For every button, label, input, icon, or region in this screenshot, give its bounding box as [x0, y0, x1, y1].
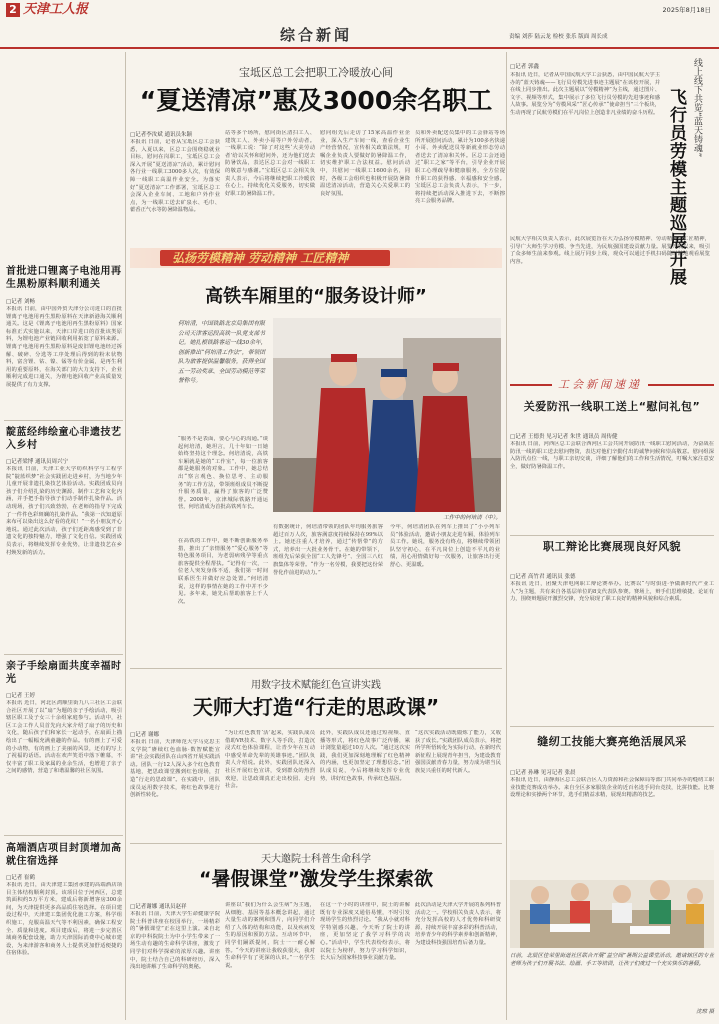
section-rule	[4, 835, 123, 836]
issue-date: 2025年8月18日	[662, 6, 711, 14]
bottom-body-col1: 本报讯 日前，天津大学生命健康学院院士科普讲座在校园举行，一场精彩的“暑假课堂”正在这里上演。来自北京的中科院院士为中小学生带来了一场生动有趣的生命科学讲座，激发了同学们对科学探索的浓厚兴趣。讲座中，院士结合自己的科研经历，深入浅出地讲解了生命科学的奥秘。	[130, 911, 220, 971]
banner-text: 弘扬劳模精神 劳动精神 工匠精神	[172, 251, 349, 265]
train-interior-photo	[273, 318, 501, 512]
lead-body-col4: 员和外卖配送员集中的工会驿站等场所开展慰问活动，累计为100多名快递小哥、外卖配送员等新就业形态劳动者送去了清凉和关怀。区总工会还通过“职工之家”等平台，引导企业开展职工心理疏导和健康服务，全方位提升职工的获得感、幸福感和安全感。宝坻区总工会负责人表示，下一步，将持续把活动深入推进下去，不断擦亮工会服务品牌。	[415, 130, 505, 205]
lead-body-col1: 本报讯 日前，记者从宝坻区总工会获悉，入夏以来，区总工会围绕稳就业目标，慰问在岗职工，宝坻区总工会深入开展“夏送清凉”活动，累计慰问各行业一线职工3000多人次，有效保障一线职工高温作业安全。为落实好“夏送清凉”工作部署，宝坻区总工会深入企业车间、工地和户外作业点，为一线职工送去矿泉水、毛巾、藿香正气水等防暑降温物品。	[130, 139, 220, 214]
article-byline: □记者 王婷	[6, 693, 35, 699]
article-headline: 高端酒店项目封顶增加高就住宿选择	[6, 843, 122, 867]
section-rule	[130, 843, 502, 844]
section-rule	[4, 420, 123, 421]
lead-kicker: 宝坻区总工会把职工冷暖放心间	[239, 66, 393, 79]
masthead-rule	[0, 47, 719, 49]
mid-body-col3: 此外，实践队成员还通过短视频、直播等形式，将红色故事广泛传播，累计浏览量超过10万人次。“通过这次实践，我们更加深刻地理解了红色精神的内涵，也更加坚定了理想信念。”团队成员说，今后将继续发挥专业优势，讲好红色故事，传承红色基因。	[320, 730, 410, 782]
masthead	[0, 0, 719, 24]
article-body: 本报讯 近日，河北区鸿顺里街九八三社区工会联合社区开展了以“扇”为题的亲子手绘活动，吸引辖区职工及子女三十余组家庭参与。活动中，社区工会工作人员首先向大家介绍了扇子的历史和文化，随后孩子们和家长一起动手，在扇面上描绘出了一幅幅充满童趣的作品。有的画上了可爱的小动物，有的画上了美丽的风景，还有的写上了祝福的话语。活动在欢声笑语中落下帷幕，不仅丰富了职工及家属的业余生活，也增进了亲子之间的感情，营造了和谐温馨的社区氛围。	[6, 700, 122, 775]
right-body: 本报讯 近日，记者从中国民航大学工会获悉，由中国民航大学主办的“蓝天铸魂——飞行员劳模先进事迹主题展”在该校开展，并在线上同步推出。此次主题展以“劳模精神”为主线，通过图片、文字、视频等形式，集中展示了多位飞行员劳模的先进事迹和感人故事。展览分为“劳模风采”“匠心传承”“使命担当”三个板块，生动再现了民航劳模们在平凡岗位上创造非凡业绩的奋斗历程。	[510, 72, 660, 116]
lead-byline: □记者李汝斌 通讯员朱颖	[130, 132, 192, 138]
feature-photo	[273, 318, 501, 512]
bottom-body-col4: 此次活动是天津大学开展的系列科普活动之一。学校相关负责人表示，将充分发挥高校的人才优势和科研资源，持续开展丰富多彩的科普活动，培养青少年的科学素养和创新精神，为建设科技强国培育后备力量。	[415, 902, 501, 946]
right-body: 本报讯 近日，由静海区总工会联合区人力资源和社会保障局等部门共同举办的缝纫工职业技能竞赛成功举办。来自全区多家服装企业的近百名选手同台竞技，比拼技能。比赛设理论和实操两个环节，选手们精益求精，展现出精湛的技艺。	[510, 777, 714, 799]
news-band	[510, 376, 714, 394]
right-headline: 缝纫工技能大赛亮绝活展风采	[537, 735, 687, 748]
right-vertical-headline: 飞行员劳模主题巡展开展	[666, 88, 686, 286]
article-headline: 亲子手绘扇面共度幸福时光	[6, 661, 122, 685]
right-byline: □记者 王德贵 见习记者 朱世 通讯员 周传健	[510, 434, 618, 440]
right-vertical-subtitle: 线上线下共览“蓝天铸魂”	[692, 58, 702, 158]
lead-body-col2: 站等多个场所，慰问街区清扫工人、建筑工人、外卖小哥等户外劳动者。一线职工说：“除了对这些‘大美劳动者’给以关怀和慰问外，还为他们送去防暑饮品，表达区总工会对一线职工的敬意与感谢。”宝坻区总工会相关负责人表示，今后将继续把职工冷暖放在心上，持续优化关爱服务，切实做好职工防暑降温工作。	[225, 130, 315, 197]
right-headline: 职工辩论比赛展现良好风貌	[543, 540, 681, 553]
article-byline: □记者 崔鹤	[6, 875, 35, 881]
article-body: 本报讯 日前，天津工业大学纺织科学与工程学院“靛蓝织梦”社会实践团走进乡村，为当地少年儿童开展非遗扎染技艺体验活动。实践团成员向孩子们介绍扎染的历史渊源、制作工艺和文化内涵，并手把手指导孩子们动手制作扎染作品。活动现场，孩子们兴致勃勃，在老师的指导下完成了一件件色彩斑斓的扎染作品。“我第一次知道原来布可以染出这么好看的花纹！”一名小朋友开心地说。通过此次活动，孩子们近距离感受到了非遗文化的独特魅力，增强了文化自信。实践团成员表示，将继续发挥专业优势，让非遗技艺在乡村焕发新的活力。	[6, 466, 122, 556]
article-byline: □记者梁博 通讯员周兴宁	[6, 459, 68, 465]
feature-intro: 何培清，中国铁路北京局集团有限公司天津客运段高铁一队党支部书记。她扎根铁路客运一线30余年，创新推出“何培清工作法”，带领团队为旅客提供温馨服务，获得全国五一劳动奖章、全国劳动模范等荣誉称号。	[178, 321, 267, 384]
right-byline: □记者 高竹君 通讯员 张德	[510, 574, 576, 580]
right-body: 本报讯 近日，团聚天津电网职工辩论赛举办。比赛以“与时俱进·争做新时代产业工人”为主题，共有来自各基层单位的8支代表队参赛。赛场上，辩手们思维敏捷、论证有力，围绕辩题展开激烈交锋，充分展现了职工良好的精神风貌和综合素质。	[510, 581, 714, 603]
feature-banner	[130, 248, 502, 268]
section-rule	[510, 535, 714, 536]
mid-kicker: 用数字技术赋能红色宣讲实践	[251, 680, 381, 691]
section-rule	[4, 654, 123, 655]
right-byline: □记者 郭鑫	[510, 64, 539, 70]
photo-caption: 日前，北辰区佳荣里街道社区联合开展“益空间”暑期公益课堂活动，邀请辖区的专业老师为孩子们开展书法、绘画、手工等培训，让孩子们度过一个充实快乐的暑假。	[510, 953, 714, 967]
photo-caption: 工作中的何培清（中）。	[443, 515, 501, 521]
bottom-headline: “暑假课堂”激发学生探索欲	[199, 868, 433, 890]
article-headline: 首批进口锂离子电池用再生黑粉原料顺利通关	[6, 266, 122, 290]
mid-body-col4: “这次实践活动既锻炼了能力，又收获了成长。”实践团队成员表示，将把所学所悟转化为实际行动，在新时代新征程上展现青年担当，为建设教育强国贡献青春力量，努力成为堪当民族复兴重任的时代新人。	[415, 730, 501, 774]
band-label: 工会新闻速递	[552, 377, 648, 393]
bottom-byline: □记者谢娜 通讯员赵祥	[130, 904, 187, 910]
right-byline: □记者 孙琳 见习记者 张晨	[510, 770, 576, 776]
left-column-divider	[125, 52, 126, 1020]
article-byline: □记者 刘畅	[6, 299, 35, 305]
article-body: 本报讯 日前，由中国外贸天津分公司进口的首批锂离子电池用再生黑粉原料在天津新港海关顺利通关。这是《锂离子电池用再生黑粉原料》国家标准正式实施以来，天津口岸进口的首批该类原料，为锂电池产业链回收利用拓宽了原料来源。锂离子电池用再生黑粉原料是废旧锂电池经过拆解、破碎、分选等工序处理后得到的粉末状物料，富含锂、钴、镍、锰等有价金属，是再生利用的重要原料，在海关部门的大力支持下，企业顺利完成进口通关，为锂电池回收产业高质量发展提供了有力支撑。	[6, 306, 122, 388]
article-body: 本报讯 近日，由天津建工集团承建的高端酒店项目主体结构顺利封顶。该项目位于河西区，总建筑面积约5万平方米，建成后将新增客房300余间，为天津提供更多高品质住宿选择。在项目建设过程中，天津建工集团优化施工方案，科学组织施工，克服高温天气等不利因素，确保工程安全、质量和进度。项目建成后，将进一步完善区域商务配套设施，助力天津国际消费中心城市建设，为来津游客和商务人士提供更加舒适便捷的住宿体验。	[6, 882, 122, 957]
feature-body-col4: 今年，何培清团队在列车上推出了“小小列车员”体验活动，邀请小朋友走进车厢，体验列车员工作。她说，服务没有终点，将继续带领团队坚守初心，在平凡岗位上创造不平凡的业绩，用心用情做好每一次服务，让旅客出行更舒心、更温暖。	[390, 524, 500, 568]
mid-body-col2: “为让红色教育‘活’起来，实践队成员借助VR技术、数字人等手段，打造沉浸式红色体验课程，让青少年在互动中感受革命先辈的英雄事迹。”团队负责人介绍说。此外，实践团队还深入社区开展红色宣讲，受到群众的热烈欢迎，让思政课真正走出校园、走向社会。	[225, 730, 315, 790]
article-headline: 靛蓝经纬绘童心非遗技艺入乡村	[6, 427, 122, 451]
page-number: 2	[6, 3, 20, 17]
right-column-divider	[506, 52, 507, 1020]
paper-name: 天津工人报	[23, 2, 89, 17]
right-headline: 关爱防汛一线职工送上“慰问礼包”	[523, 400, 701, 413]
feature-body-col3: 有数据统计，何培清带领的团队年均服务旅客超过百万人次，旅客满意度持续保持在99%以上。她还注重人才培养，通过“传帮带”的方式，培养出一大批业务骨干。在她的带领下，班组先后荣获全国“工人先锋号”、全国三八红旗集体等荣誉。“作为一名劳模，我要把这份荣誉化作前进的动力。”	[273, 524, 383, 576]
section-rule	[510, 726, 714, 727]
bottom-body-col2: 讲座以“我们为什么会生病”为主题，从细胞、基因等基本概念讲起，通过大量生动的案例和图片，向同学们介绍了人体的结构和功能，以及疾病发生的原因和预防方法。互动环节中，同学们踊跃提问，院士一一耐心解答。“今天的讲座让我收获很大，我对生命科学有了更深的认识。”一名学生说。	[225, 902, 315, 969]
mid-headline: 天师大打造“行走的思政课”	[192, 695, 440, 719]
right-body-continued: 民航大学相关负责人表示，此次展览旨在大力弘扬劳模精神、劳动精神、工匠精神，引导广大师生学习劳模、争当先进，为民航强国建设贡献力量。展览开展以来，吸引了众多师生前来参观。线上展厅同步上线，观众可以通过手机扫码随时随地观看展览内容。	[510, 236, 710, 265]
mid-byline: □记者 谢娜	[130, 732, 159, 738]
section-rule	[130, 668, 502, 669]
feature-body-col2: 在高铁的工作中，她不断创新服务举措，推出了“亲情服务”“爱心服务”等特色服务项目，为老弱病残孕等重点旅客提供全程帮扶。“记得有一次，一位老人突发身体不适，我们第一时间联系医生并做好应急处置。”何培清说，这样的事情在她的工作中并不少见。多年来，她先后帮助旅客上千人次。	[178, 538, 268, 605]
right-body: 本报讯 日前，河西区总工会联合西河区工会共同开展防汛一线职工慰问活动，为奋战在防汛一线的职工送去慰问物资，表达对他们辛勤付出的诚挚问候和崇高敬意。慰问组深入防汛点位一线，与职工亲切交谈，详细了解他们的工作和生活情况，叮嘱大家注意安全，做好防暑降温工作。	[510, 441, 714, 470]
feature-headline: 高铁车厢里的“服务设计师”	[205, 286, 427, 307]
bottom-kicker: 天大邀院士科普生命科学	[261, 854, 371, 865]
lead-headline: “夏送清凉”惠及3000余名职工	[139, 86, 493, 115]
classroom-photo	[510, 850, 714, 948]
section-title: 综合新闻	[280, 26, 353, 44]
children-class-photo	[510, 850, 714, 948]
lead-body-col3: 慰问组先后走访了15家高温作业企业，深入生产车间一线，查看企业生产经营情况，宣传相关政策法规，叮嘱企业负责人要做好防暑降温工作，切实维护职工合法权益。慰问活动中，共慰问一线职工1600余名，同时，各级工会组织也积极开展防暑降温送清凉活动，营造关心关爱职工的良好氛围。	[320, 130, 410, 197]
mid-body-col1: 本报讯 日前，天津师范大学马克思主义学院“赓续红色血脉·数智赋能宣讲”社会实践团队在山西省开展实践活动。团队一行12人深入多个红色教育基地，把思政课堂搬到红色现场，打造“行走的思政课”。在实践中，团队成员运用数字技术，将红色故事进行创新性转化。	[130, 739, 220, 799]
staff-credits: 责编 刘莎 陆云龙 检校 张乐 版面 周长成	[509, 34, 608, 40]
feature-body-col1: “服务不是表面，要心与心的沟通。”谈起何培清，她坦言，几十年如一日她始终坚持这个理念。何培清说，高铁车厢就是她的“工作室”，每一位旅客都是她服务的对象。工作中，她总结出“察言观色、换位思考、主动服务”的工作方法，带领班组成员不断提升服务质量，赢得了旅客的广泛赞誉。2008年，京津城际铁路开通运营，何培清成为首批高铁列车长。	[178, 436, 268, 511]
photo-credit: 沈琼 摄	[696, 1009, 714, 1015]
bottom-body-col3: 在这一个小时的讲座中，院士的讲解既有专业深度又通俗易懂，不时引发现场学生的热烈讨论。“我从小就对科学特别感兴趣，今天听了院士的讲座，更加坚定了我学习科学的决心。”活动中，学生代表纷纷表示，将以院士为榜样，努力学习科学知识，长大后为国家科技事业贡献力量。	[320, 902, 410, 962]
